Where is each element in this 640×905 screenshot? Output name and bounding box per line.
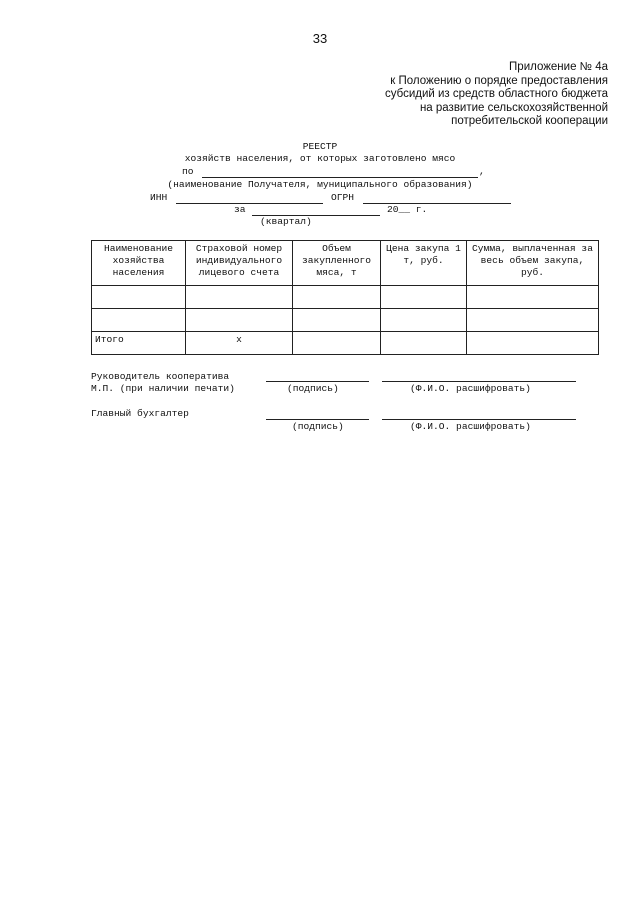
accountant-label: Главный бухгалтер	[91, 408, 189, 419]
inn-label: ИНН	[150, 192, 168, 203]
by-prefix: по	[182, 166, 194, 177]
recipient-caption: (наименование Получателя, муниципального образования)	[167, 179, 473, 190]
head-name-field[interactable]	[382, 381, 576, 382]
quarter-caption: (квартал)	[260, 216, 312, 227]
total-row	[92, 332, 599, 355]
column-header-household: Наименование хозяйства населения	[92, 241, 186, 286]
appendix-line: Приложение № 4а	[509, 61, 608, 73]
period-prefix: за	[234, 204, 246, 215]
by-suffix: ,	[479, 166, 485, 177]
recipient-field[interactable]	[202, 177, 478, 178]
accountant-signature-caption: (подпись)	[292, 421, 344, 432]
appendix-line: на развитие сельскохозяйственной	[419, 101, 608, 114]
accountant-signature-field[interactable]	[266, 419, 369, 420]
table-cell[interactable]	[92, 286, 186, 309]
table-cell[interactable]	[293, 309, 381, 332]
table-cell[interactable]	[467, 286, 599, 309]
page-number: 33	[312, 31, 328, 46]
column-header-price: Цена закупа 1 т, руб.	[381, 241, 467, 286]
total-snils-mark: х	[186, 332, 293, 355]
form-subtitle: хозяйств населения, от которых заготовлено мясо	[184, 153, 456, 164]
head-signature-caption: (подпись)	[287, 383, 339, 394]
inn-field[interactable]	[176, 203, 323, 204]
table-cell[interactable]	[293, 286, 381, 309]
total-cell[interactable]	[293, 332, 381, 355]
appendix-line: к Положению о порядке предоставления	[390, 74, 608, 87]
total-label: Итого	[92, 332, 186, 355]
total-cell[interactable]	[381, 332, 467, 355]
accountant-name-caption: (Ф.И.О. расшифровать)	[410, 421, 531, 432]
table-header-row	[92, 241, 599, 286]
table-cell[interactable]	[92, 309, 186, 332]
table-cell[interactable]	[467, 309, 599, 332]
appendix-line: субсидий из средств областного бюджета	[384, 88, 608, 100]
head-signature-field[interactable]	[266, 381, 369, 382]
column-header-total-sum: Сумма, выплаченная за весь объем закупа, руб.	[467, 241, 599, 286]
stamp-label: М.П. (при наличии печати)	[91, 383, 235, 394]
head-name-caption: (Ф.И.О. расшифровать)	[410, 383, 531, 394]
table-cell[interactable]	[186, 309, 293, 332]
table-cell[interactable]	[186, 286, 293, 309]
form-title: РЕЕСТР	[302, 141, 338, 152]
appendix-note	[385, 61, 608, 129]
column-header-meat-volume: Объем закупленного мяса, т	[293, 241, 381, 286]
table-row	[92, 309, 599, 332]
ogrn-field[interactable]	[363, 203, 511, 204]
year-text: 20__ г.	[387, 204, 428, 215]
appendix-line: потребительской кооперации	[451, 115, 608, 127]
total-cell[interactable]	[467, 332, 599, 355]
column-header-snils: Страховой номер индивидуального лицевого счета	[186, 241, 293, 286]
table-row	[92, 286, 599, 309]
accountant-name-field[interactable]	[382, 419, 576, 420]
table-cell[interactable]	[381, 309, 467, 332]
registry-table	[91, 240, 599, 355]
ogrn-label: ОГРН	[331, 192, 355, 203]
head-label: Руководитель кооператива	[91, 371, 230, 382]
table-cell[interactable]	[381, 286, 467, 309]
